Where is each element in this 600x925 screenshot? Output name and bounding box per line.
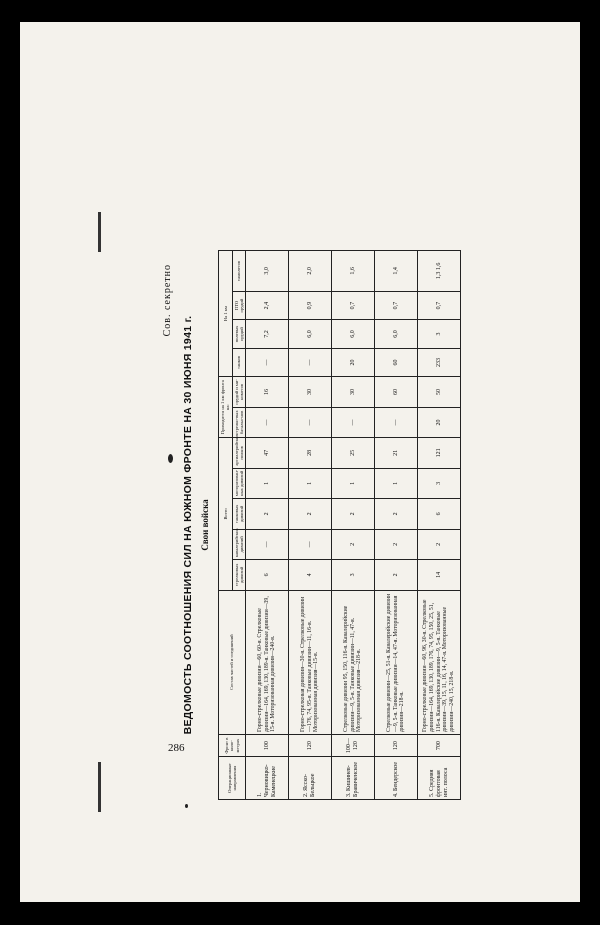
cell-pg: 6,0: [289, 320, 332, 348]
table-row: [246, 251, 289, 800]
col-composition: Состав частей и соединений: [219, 590, 246, 734]
cell-tanks: —: [289, 348, 332, 376]
cell-rifle: 2: [375, 560, 418, 590]
cell-pto: 0,7: [332, 291, 375, 319]
cell-direction: 1. Черновицко-Каменецкие: [246, 757, 289, 800]
col-tank-div: танковых дивизий: [232, 499, 246, 529]
table-row: [289, 251, 332, 800]
cell-air: 2,0: [289, 251, 332, 292]
cell-composition: Горно-стрелковые дивизии—60, 96, 30-я. Стрелковые дивизии—164, 169, 130, 189, 176, 74, 95, 150, 25, 51, 116-я. Кавалерийские дивизии—9, 5-я. Танковые дивизии—39, 15, 11, 16, 14, 47-я. Моторизованные дивизии—240, 15, 218-я.: [418, 590, 461, 734]
cell-guns: 30: [332, 377, 375, 408]
cell-front: 100—120: [332, 734, 375, 756]
cell-mot: 1: [332, 468, 375, 498]
cell-pg: 7,2: [246, 320, 289, 348]
cell-tanks: 233: [418, 348, 461, 376]
cell-air-value: 1,3: [435, 271, 442, 280]
col-artillery: артиллерийских полков: [232, 438, 246, 469]
cell-tank: 2: [246, 499, 289, 529]
cell-art: 28: [289, 438, 332, 469]
col-mot-div: моторизован-ных дивизий: [232, 468, 246, 498]
group-per-1km: На 1 км: [219, 251, 233, 377]
cell-mot: 1: [289, 468, 332, 498]
cell-bn: 20: [418, 407, 461, 437]
cell-cav: 2: [332, 529, 375, 559]
classification-stamp: Сов. секретно: [162, 264, 173, 337]
col-rifle-bn: стрелко-вых батальо-нов: [232, 407, 246, 437]
col-direction: Операционные направления: [219, 757, 246, 800]
cell-front: 120: [289, 734, 332, 756]
table-row: [375, 251, 418, 800]
cell-composition: Горно-стрелковая дивизия—30-я. Стрелковые дивизии—176, 74, 95-я. Танковые дивизии—11, 16-я. Моторизованная дивизия—15-я.: [289, 590, 332, 734]
cell-pto: 0,9: [289, 291, 332, 319]
cell-tank: 2: [375, 499, 418, 529]
cell-pg: 3: [418, 320, 461, 348]
col-tanks: танков: [232, 348, 246, 376]
cell-rifle: 4: [289, 560, 332, 590]
cell-bn: —: [332, 407, 375, 437]
cell-cav: 2: [375, 529, 418, 559]
document-page: [20, 22, 580, 902]
group-total: Всего: [219, 438, 233, 590]
cell-art: 47: [246, 438, 289, 469]
col-aircraft: самолетов: [232, 251, 246, 292]
cell-guns: 60: [375, 377, 418, 408]
cell-tank: 2: [332, 499, 375, 529]
cell-guns: 30: [289, 377, 332, 408]
cell-rifle: 14: [418, 560, 461, 590]
cell-air-extra: 1,6: [435, 262, 442, 271]
cell-direction: 3. Кишинев-Бравиченское: [332, 757, 375, 800]
col-front-km: Фронт в кило-метрах: [219, 734, 246, 756]
cell-direction: 4. Бендерское: [375, 757, 418, 800]
cell-art: 25: [332, 438, 375, 469]
cell-front: 120: [375, 734, 418, 756]
cell-tank: 6: [418, 499, 461, 529]
rotated-content: [160, 250, 460, 800]
cell-guns: 16: [246, 377, 289, 408]
table-row: [332, 251, 375, 800]
cell-tank: 2: [289, 499, 332, 529]
cell-guns: 50: [418, 377, 461, 408]
cell-tanks: 20: [332, 348, 375, 376]
cell-art: 121: [418, 438, 461, 469]
cell-bn: —: [289, 407, 332, 437]
page-number: 286: [168, 742, 185, 754]
cell-composition: Стрелковые дивизии—25, 51-я. Кавалерийские дивизии—9, 5-я. Танковые дивизии—14, 47-я. Моторизованная дивизия—218-я.: [375, 590, 418, 734]
cell-pg: 6,0: [332, 320, 375, 348]
cell-cav: 2: [418, 529, 461, 559]
cell-pg: 6,0: [375, 320, 418, 348]
group-per-km: Приходится на 1 км фронта на:: [219, 377, 233, 438]
cell-art: 21: [375, 438, 418, 469]
cell-composition: Стрелковые дивизии 95, 150, 116-я. Кавалерийские дивизии—9, 5-я. Танковые дивизии—11, 47-я. Моторизованная дивизия—218-я.: [332, 590, 375, 734]
col-field-guns: полевых орудий: [232, 320, 246, 348]
col-guns-mortars: орудий и ми-нометов: [232, 377, 246, 408]
cell-mot: 1: [246, 468, 289, 498]
cell-direction: 2. Ясско-Бельцкое: [289, 757, 332, 800]
cell-air: 1,6: [332, 251, 375, 292]
document-title: ВЕДОМОСТЬ СООТНОШЕНИЯ СИЛ НА ЮЖНОМ ФРОНТЕ НА 30 ИЮНЯ 1941 г.: [182, 315, 194, 735]
table-row: [418, 251, 461, 800]
cell-air: 3,0: [246, 251, 289, 292]
cell-direction: 5. Средняя фронтовая инт. полоса: [418, 757, 461, 800]
forces-table: [218, 250, 461, 800]
cell-front: 700: [418, 734, 461, 756]
cell-cav: —: [289, 529, 332, 559]
cell-rifle: 3: [332, 560, 375, 590]
cell-pto: 0,7: [418, 291, 461, 319]
cell-mot: 3: [418, 468, 461, 498]
col-cav-div: кавалерийских дивизий: [232, 529, 246, 559]
col-rifle-div: стрелковых дивизий: [232, 560, 246, 590]
cell-rifle: 6: [246, 560, 289, 590]
cell-pto: 2,4: [246, 291, 289, 319]
cell-air: 1,4: [375, 251, 418, 292]
cell-front: 100: [246, 734, 289, 756]
cell-bn: —: [246, 407, 289, 437]
cell-cav: —: [246, 529, 289, 559]
document-subtitle: Свои войска: [200, 499, 210, 551]
cell-air: [418, 251, 461, 292]
cell-composition: Горно-стрелковые дивизии—60, 60-я. Стрелковые дивизии—164, 169, 130, 189-я. Танковые дивизии—39, 15-я. Моторизованная дивизия—240-я.: [246, 590, 289, 734]
cell-pto: 0,7: [375, 291, 418, 319]
cell-tanks: —: [246, 348, 289, 376]
col-at-guns: ПТО орудий: [232, 291, 246, 319]
cell-tanks: 60: [375, 348, 418, 376]
cell-mot: 1: [375, 468, 418, 498]
cell-bn: —: [375, 407, 418, 437]
